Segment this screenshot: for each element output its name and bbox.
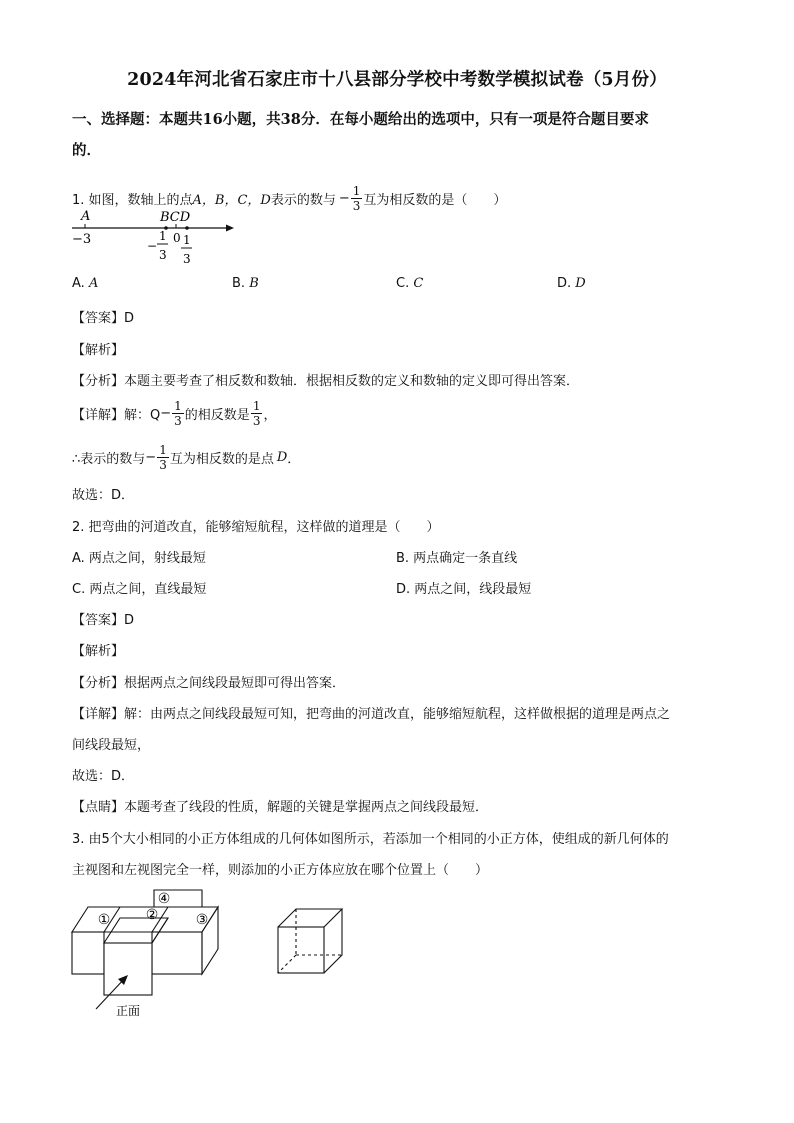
option-value: B [249,276,259,291]
tick-neg-third-den: 3 [159,248,167,262]
answer-tag: 【答案】 [72,311,125,326]
q3-stem-line2: 主视图和左视图完全一样，则添加的小正方体应放在哪个位置上（ ） [72,863,489,878]
q1-therefore [72,439,300,475]
option-value: A [88,276,99,291]
q1-option-d[interactable] [557,276,586,291]
q2-fenxi [72,672,345,691]
fenxi-text: 根据两点之间线段最短即可得出答案． [124,676,346,691]
frac-num: 1 [252,398,261,413]
q2-choose: 故选：D． [72,769,135,784]
detail-text-b: 的相反数是 [184,407,250,423]
answer-tag: 【答案】 [72,613,125,628]
cube-3-front [152,932,202,974]
q3-single-cube-figure [272,905,352,981]
q2-option-c[interactable]: C. 两点之间，直线最短 [72,582,207,597]
detail-tag: 【详解】 [72,407,125,423]
therefore-text-a: ∴表示的数与 [72,451,146,467]
q1-stem-mid: 表示的数与 [270,192,336,208]
q3-cubes-figure [66,885,236,1025]
q1-stem-suffix: 互为相反数的是（ ） [363,192,507,208]
q1-frac-num: 1 [352,183,361,198]
tick-zero-label: 0 [173,231,181,245]
q1-analysis-tag: 【解析】 [72,343,125,358]
frac-den: 3 [174,413,182,428]
q1-stem-prefix: 1. 如图，数轴上的点 [72,192,193,208]
dianjing-text: 本题考查了线段的性质，解题的关键是掌握两点之间线段最短． [124,800,489,815]
number-line-figure [66,204,246,268]
detail-fraction-pos [251,399,263,428]
frac-den: 3 [159,457,167,472]
detail-text: 解：由两点之间线段最短可知，把弯曲的河道改直，能够缩短航程，这样做根据的道理是两点之 [124,707,671,722]
detail-minus: − [160,405,172,421]
therefore-text-b: 互为相反数的是点 [169,451,274,467]
cube-1-front [72,932,104,974]
detail-end: ， [263,407,277,423]
q2-detail-line2: 间线段最短， [72,738,151,753]
q2-analysis-tag: 【解析】 [72,644,125,659]
label-circle-2: ② [145,907,159,923]
q2-dianjing [72,796,488,815]
therefore-point: D [276,449,288,465]
q1-points: A，B，C，D [192,192,271,208]
option-key: A. [72,276,85,291]
q1-answer [72,307,134,326]
frac-num: 1 [159,442,167,457]
front-cube-face [104,943,152,995]
q2-detail-line1 [72,703,670,722]
q2-answer [72,609,134,628]
therefore-end: ． [287,451,301,467]
page-title: 2024年河北省石家庄市十八县部分学校中考数学模拟试卷（5月份） [127,70,667,90]
dianjing-tag: 【点睛】 [72,800,125,815]
detail-text-a: 解：Q [124,407,161,423]
answer-value: D [124,311,135,326]
q1-minus: − [338,190,350,206]
label-circle-4: ④ [157,891,171,907]
fenxi-text: 本题主要考查了相反数和数轴．根据相反数的定义和数轴的定义即可得出答案． [124,374,580,389]
tick-pos-third-den: 3 [183,252,191,266]
answer-value: D [124,613,135,628]
q1-detail [72,395,276,431]
section-heading-line2: 的． [72,142,101,159]
number-line-arrow [226,225,234,232]
detail-fraction-neg [172,399,184,428]
cube-front-face [278,927,324,973]
detail-tag: 【详解】 [72,707,125,722]
tick-minus3-label: −3 [72,232,92,247]
q2-option-d[interactable]: D. 两点之间，线段最短 [396,582,532,597]
points-bcd-label: BCD [160,210,191,225]
option-key: C. [396,276,410,291]
label-circle-3: ③ [195,912,209,928]
q2-option-a[interactable]: A. 两点之间，射线最短 [72,551,206,566]
fenxi-tag: 【分析】 [72,374,125,389]
frac-num: 1 [174,398,182,413]
option-value: C [413,276,424,291]
q1-fenxi [72,370,579,389]
cube-top-face [278,909,342,927]
q1-option-b[interactable] [232,276,259,291]
section-heading-line1: 一、选择题：本题共16小题，共38分．在每小题给出的选项中，只有一项是符合题目要求 [72,111,649,128]
q3-stem-line1: 3. 由5个大小相同的小正方体组成的几何体如图所示，若添加一个相同的小正方体，使组成的新几何体的 [72,832,669,847]
option-key: D. [557,276,572,291]
q1-option-a[interactable] [72,276,98,291]
q1-frac-den: 3 [352,198,361,213]
q2-option-b[interactable]: B. 两点确定一条直线 [396,551,518,566]
therefore-fraction [157,443,169,472]
tick-neg-third-num: 1 [159,229,167,243]
point-d-dot [185,226,189,230]
q1-fraction [351,184,363,213]
therefore-minus: − [145,449,157,465]
q2-stem: 2. 把弯曲的河道改直，能够缩短航程，这样做的道理是（ ） [72,520,440,535]
tick-neg-third-minus: − [147,239,158,253]
frac-den: 3 [252,413,261,428]
q1-option-c[interactable] [396,276,423,291]
option-key: B. [232,276,246,291]
hidden-edge-diagonal [278,955,296,973]
point-a-label: A [81,209,91,224]
front-label: 正面 [116,1004,141,1018]
option-value: D [575,276,586,291]
tick-pos-third-num: 1 [183,233,191,247]
fenxi-tag: 【分析】 [72,676,125,691]
q1-choose: 故选：D． [72,488,135,503]
label-circle-1: ① [97,912,111,928]
